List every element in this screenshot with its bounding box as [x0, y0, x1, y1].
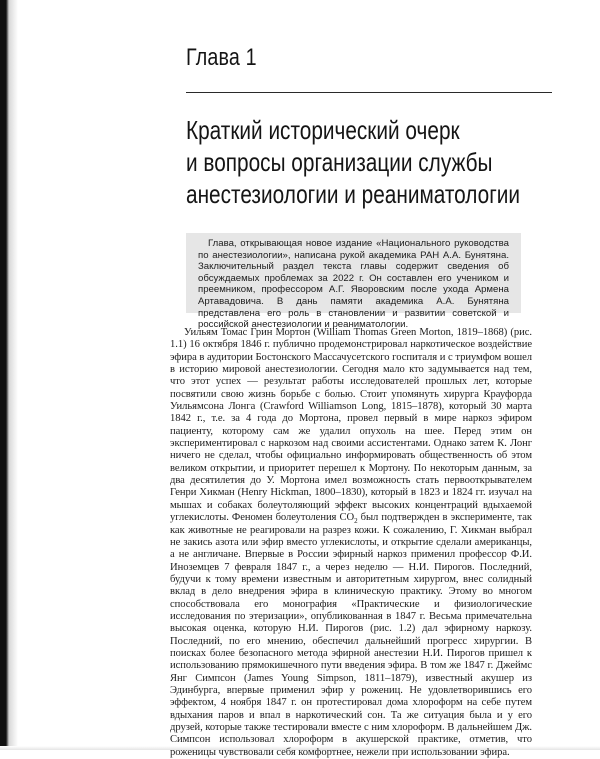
chapter-divider — [186, 92, 552, 93]
page-binding-edge — [0, 0, 18, 750]
body-paragraph — [170, 327, 532, 759]
body-paragraph-part-2: был подтвержден в эксперименте, так как животные не реагировали на разрез кожи. К сожалению, Г. Хикман выбрал не закись азота или эфир вместо углекислоты, и открытие сделали американцы, а не англичане. Впервые в России эфирный наркоз применил профессор Ф.И. Иноземцев 7 февраля 1847 г., а через неделю — Н.И. Пирогов. Последний, будучи к тому времени известным и авторитетным хирургом, внес солидный вклад в дело внедрения эфира в клиническую практику. Этому во многом способствовала его монография «Практические и физиологические исследования по этеризации», опубликованная в 1847 г. Весьма примечательна высокая оценка, которую Н.И. Пирогов (рис. 1.2) дал эфирному наркозу. Последний, по его мнению, обеспечил дальнейший прогресс хирургии. В поисках более безопасного метода эфирной анестезии Н.И. Пирогов пришел к использованию прямокишечного пути введения эфира. В том же 1847 г. Джеймс Янг Симпсон (James Young Simpson, 1811–1879), известный акушер из Эдинбурга, впервые применил эфир у рожениц. Не удовлетворившись его эффектом, 4 ноября 1847 г. он протестировал дома хлороформ на себе путем вдыхания паров и впал в наркотический сон. Та же ситуация была и у его друзей, которые также тестировали вместе с ним хлороформ. В дальнейшем Дж. Симпсон использовал хлороформ в акушерской практике, отметив, что роженицы чувствовали себя комфортнее, нежели при использовании эфира. — [170, 512, 532, 758]
chapter-title-line-3: анестезиологии и реаниматологии — [186, 179, 521, 209]
chapter-title-line-2: и вопросы организации службы — [186, 147, 493, 177]
chapter-intro-box — [186, 233, 521, 331]
intro-paragraph: Глава, открывающая новое издание «Национального руководства по анестезиологии», написана рукой академика РАН А.А. Бунятяна. Заключительный раздел текста главы содержит сведения об обсуждаемых проблемах за 2022 г. Он составлен его учеником и преемником, профессором А.Г. Яворовским после ухода Армена Артавадовича. В дань памяти академика А.А. Бунятяна представлена его роль в становлении и развитии советской и российской анестезиологии и реаниматологии. — [198, 238, 509, 331]
chapter-label: Глава 1 — [186, 44, 257, 71]
chapter-title-line-1: Краткий исторический очерк — [186, 115, 460, 145]
chapter-header — [186, 44, 566, 82]
chapter-title — [186, 114, 522, 210]
body-paragraph-part-1: Уильям Томас Грин Мортон (William Thomas Green Morton, 1819–1868) (рис. 1.1) 16 октября 1846 г. публично продемонстрировал наркотическое воздействие эфира в аудитории Бостонского Массачусетского госпиталя и с триумфом вошел в историю мировой анестезиологии. Сегодня мало кто задумывается над тем, что этот успех — результат работы исследователей прошлых лет, которые посвятили свою жизнь борьбе с болью. Стоит упомянуть хирурга Крауфорда Уильямсона Лонга (Crawford Williamson Long, 1815–1878), который 30 марта 1842 г., т.е. за 4 года до Мортона, провел первый в мире наркоз эфиром пациенту, которому сам же удалил опухоль на шее. Перед этим он экспериментировал с наркозом над своими ассистентами. Однако затем К. Лонг ничего не сделал, чтобы официально информировать общественность об этом великом открытии, и приоритет перешел к Мортону. По некоторым данным, за два десятилетия до У. Мортона имел возможность стать первооткрывателем Генри Хикман (Henry Hickman, 1800–1830), который в 1823 и 1824 гг. изучал на мышах и собаках болеутоляющий эффект высоких концентраций вдыхаемой углекислоты. Феномен болеутоления CO — [170, 327, 532, 524]
body-text — [170, 327, 532, 759]
co2-subscript: 2 — [354, 517, 358, 526]
